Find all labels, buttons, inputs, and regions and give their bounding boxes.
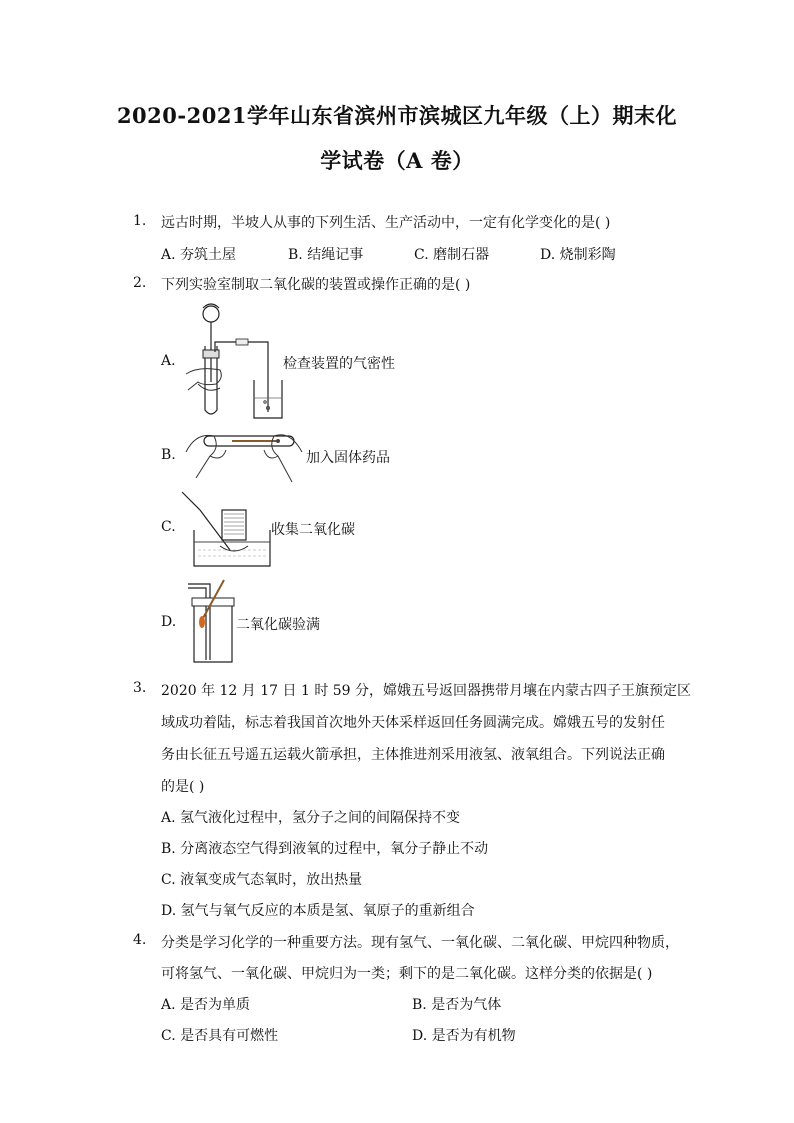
question-number: 4. xyxy=(133,932,147,948)
option-c: C. 磨制石器 xyxy=(414,247,490,263)
question-text: 远古时期，半坡人从事的下列生活、生产活动中，一定有化学变化的是( ) xyxy=(161,215,611,231)
option-a: A. 夯筑土屋 xyxy=(161,247,237,263)
question-text: 下列实验室制取二氧化碳的装置或操作正确的是( ) xyxy=(161,277,471,293)
co2-full-test-figure xyxy=(186,578,238,668)
collect-co2-figure xyxy=(180,490,272,568)
option-b: B. 结绳记事 xyxy=(288,247,364,263)
option-b: B. 分离液态空气得到液氧的过程中，氧分子静止不动 xyxy=(161,841,489,857)
option-c-caption: 收集二氧化碳 xyxy=(271,522,355,538)
option-d: D. 烧制彩陶 xyxy=(540,247,616,263)
question-text-line-2: 域成功着陆，标志着我国首次地外天体采样返回任务圆满完成。嫦娥五号的发射任 xyxy=(161,715,665,731)
option-d-caption: 二氧化碳验满 xyxy=(236,617,320,633)
option-c: C. 是否具有可燃性 xyxy=(161,1028,279,1044)
airtightness-check-figure xyxy=(178,302,288,420)
option-b-caption: 加入固体药品 xyxy=(306,450,390,466)
question-text-line-4: 的是( ) xyxy=(161,779,205,795)
option-a-caption: 检查装置的气密性 xyxy=(283,356,395,372)
exam-title-line1: 2020-2021学年山东省滨州市滨城区九年级（上）期末化 xyxy=(116,103,678,128)
option-d-letter: D. xyxy=(161,614,177,630)
question-text-line-3: 务由长征五号遥五运载火箭承担，主体推进剂采用液氢、液氧组合。下列说法正确 xyxy=(161,747,665,763)
option-a-letter: A. xyxy=(161,353,176,369)
option-b-letter: B. xyxy=(161,447,176,463)
question-text-line-2: 可将氢气、一氧化碳、甲烷归为一类；剩下的是二氧化碳。这样分类的依据是( ) xyxy=(161,966,653,982)
question-number: 1. xyxy=(133,213,147,229)
exam-title-line2: 学试卷（A 卷） xyxy=(320,148,474,173)
option-d: D. 是否为有机物 xyxy=(412,1028,516,1044)
question-text-line-1: 分类是学习化学的一种重要方法。现有氢气、一氧化碳、二氧化碳、甲烷四种物质， xyxy=(161,935,679,951)
adding-solid-figure xyxy=(182,422,306,486)
option-a: A. 氢气液化过程中，氢分子之间的间隔保持不变 xyxy=(161,810,461,826)
option-c-letter: C. xyxy=(161,519,176,535)
question-text-line-1: 2020 年 12 月 17 日 1 时 59 分，嫦娥五号返回器携带月壤在内蒙古四子王旗预定区 xyxy=(161,683,692,699)
question-number: 2. xyxy=(133,275,147,291)
option-c: C. 液氧变成气态氧时，放出热量 xyxy=(161,872,363,888)
option-a: A. 是否为单质 xyxy=(161,997,251,1013)
option-d: D. 氢气与氧气反应的本质是氢、氧原子的重新组合 xyxy=(161,903,475,919)
option-b: B. 是否为气体 xyxy=(412,997,502,1013)
question-number: 3. xyxy=(133,680,147,696)
